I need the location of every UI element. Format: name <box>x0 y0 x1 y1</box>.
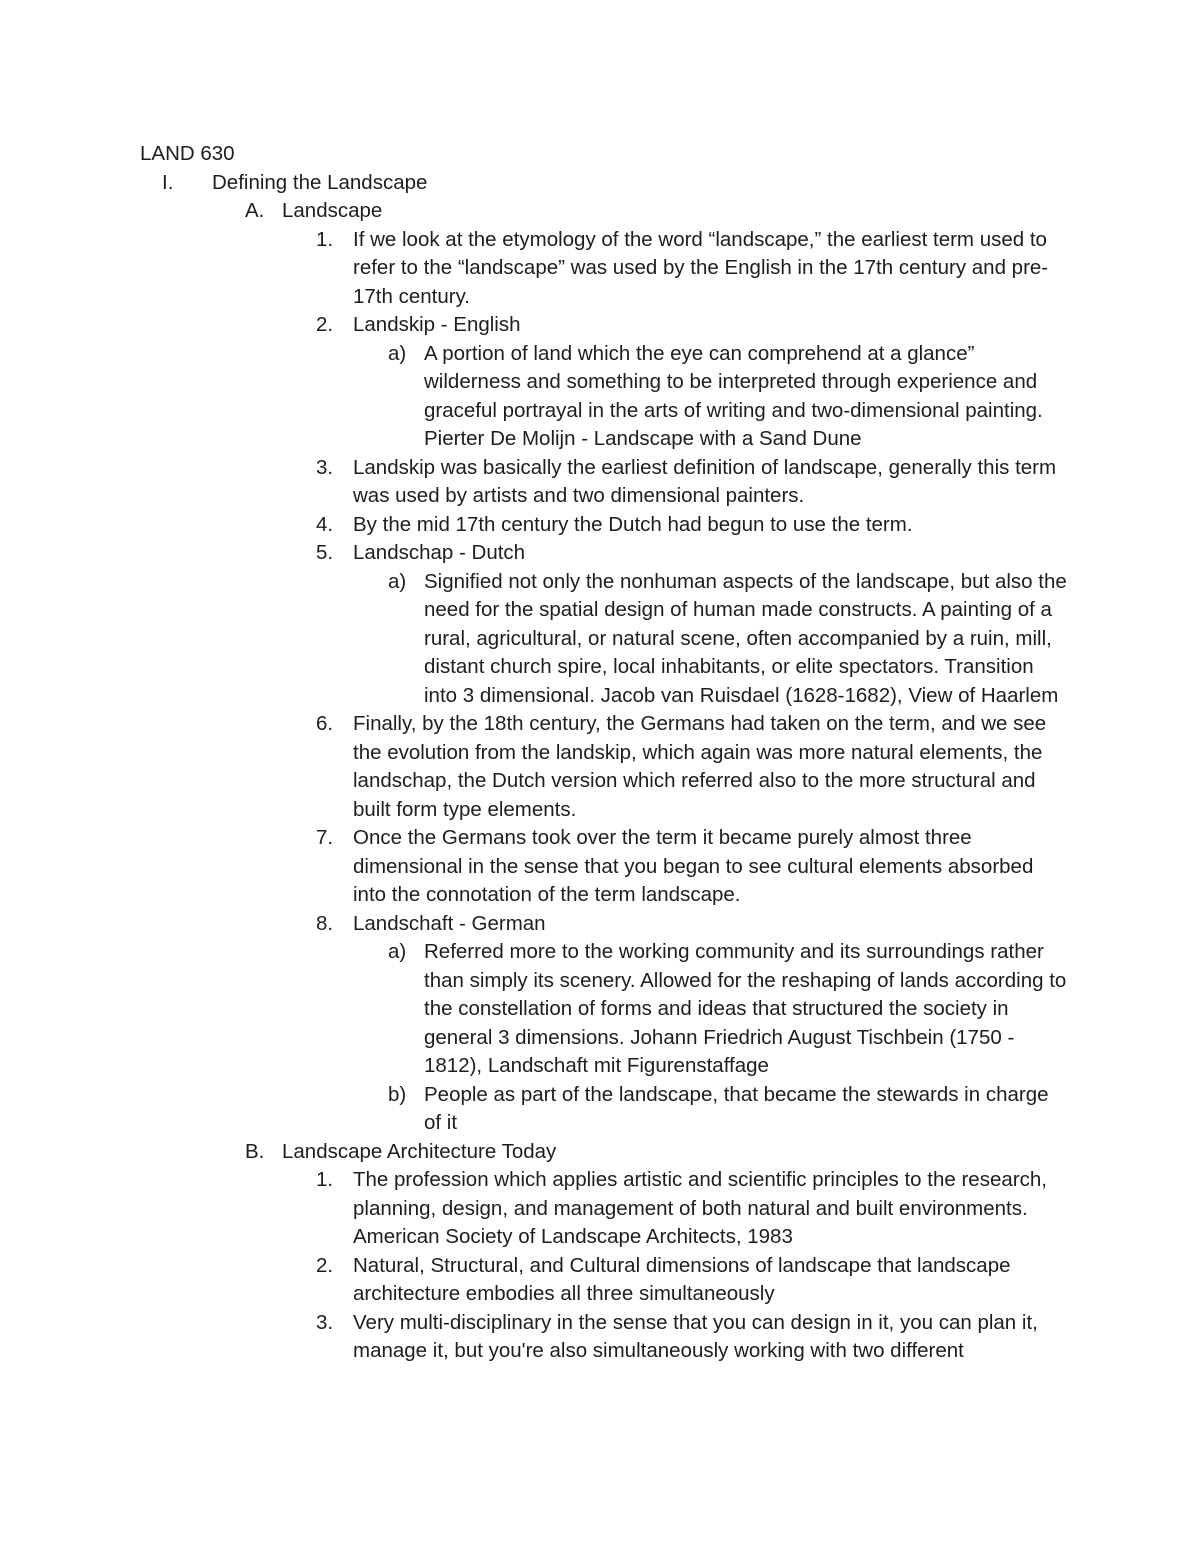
list-item-text: Once the Germans took over the term it became purely almost three dimensional in the sense that you began to see cultural elements absorbed into the connotation of the term landscape. <box>353 826 1034 906</box>
list-marker: 2. <box>316 313 334 336</box>
list-item <box>140 311 1070 340</box>
list-item <box>140 824 1070 910</box>
list-item-text: Landskip - English <box>353 313 521 336</box>
list-item <box>140 1252 1070 1309</box>
list-marker: a) <box>388 940 407 963</box>
list-item <box>140 1166 1070 1252</box>
list-marker: 3. <box>316 1310 334 1334</box>
sub-list-item-text: A portion of land which the eye can comprehend at a glance” wilderness and something to be interpreted through experience and graceful portrayal in the arts of writing and two-dimensional painting. Pierter De Molijn - Landscape with a Sand Dune <box>424 341 1043 450</box>
list-marker: B. <box>245 1139 265 1163</box>
list-item-text: Landschap - Dutch <box>353 541 526 564</box>
sub-list-item <box>140 568 1070 711</box>
list-item <box>140 511 1070 540</box>
list-marker: 8. <box>316 911 334 935</box>
course-title: LAND 630 <box>140 142 235 165</box>
list-item <box>140 539 1070 568</box>
sub-list-item-text: Referred more to the working community and its surroundings rather than simply its scenery. Allowed for the reshaping of lands according to the constellation of forms and ideas that structured the society in general 3 dimensions. Johann Friedrich August Tischbein (1750 - 1812), Landschaft mit Figurenstaffage <box>424 940 1067 1077</box>
list-marker: a) <box>388 341 407 365</box>
list-item <box>140 454 1070 511</box>
list-item-text: Very multi-disciplinary in the sense that you can design in it, you can plan it, manage it, but you're also simultaneously working with two different <box>353 1310 1038 1362</box>
list-marker: 1. <box>316 227 334 251</box>
list-item-text: The profession which applies artistic and scientific principles to the research, planning, design, and management of both natural and built environments. American Society of Landscape Architects, 1983 <box>353 1168 1047 1248</box>
document-content <box>140 140 1070 1366</box>
list-marker: 3. <box>316 455 334 479</box>
list-marker: A. <box>245 199 265 222</box>
outline-subsection <box>140 1138 1070 1167</box>
list-item-text: Landschaft - German <box>353 911 546 935</box>
list-marker: a) <box>388 569 407 593</box>
list-marker: 2. <box>316 1253 334 1277</box>
list-item-text: Natural, Structural, and Cultural dimensions of landscape that landscape architecture embodies all three simultaneously <box>353 1253 1011 1305</box>
list-item-text: By the mid 17th century the Dutch had begun to use the term. <box>353 512 913 536</box>
list-marker: 4. <box>316 512 334 536</box>
list-item <box>140 710 1070 824</box>
sub-list-item <box>140 1081 1070 1138</box>
list-item <box>140 226 1070 312</box>
section-title: Defining the Landscape <box>212 170 428 194</box>
list-item <box>140 1309 1070 1366</box>
sub-list-item-text: Signified not only the nonhuman aspects of the landscape, but also the need for the spatial design of human made constructs. A painting of a rural, agricultural, or natural scene, often accompanied by a ruin, mill, distant church spire, local inhabitants, or elite spectators. Transition into 3 dimensional. Jacob van Ruisdael (1628-1682), View of Haarlem <box>424 569 1067 707</box>
sub-list-item <box>140 938 1070 1081</box>
sub-list-item-text: People as part of the landscape, that became the stewards in charge of it <box>424 1082 1049 1134</box>
list-item-text: If we look at the etymology of the word “landscape,” the earliest term used to refer to the “landscape” was used by the English in the 17th century and pre-17th century. <box>353 227 1049 308</box>
subsection-title: Landscape <box>282 199 383 222</box>
list-marker: 7. <box>316 826 334 849</box>
sub-list-item <box>140 340 1070 454</box>
list-item-text: Finally, by the 18th century, the Germans had taken on the term, and we see the evolution from the landskip, which again was more natural elements, the landschap, the Dutch version which referred also to the more structural and built form type elements. <box>353 712 1047 821</box>
list-item-text: Landskip was basically the earliest definition of landscape, generally this term was used by artists and two dimensional painters. <box>353 455 1057 507</box>
list-marker: 5. <box>316 541 334 564</box>
list-marker: 6. <box>316 712 334 735</box>
outline-subsection <box>140 197 1070 226</box>
list-item <box>140 910 1070 939</box>
list-marker: b) <box>388 1082 407 1106</box>
subsection-title: Landscape Architecture Today <box>282 1139 557 1163</box>
list-marker: I. <box>162 170 174 194</box>
list-marker: 1. <box>316 1168 334 1191</box>
outline-section <box>140 169 1070 198</box>
